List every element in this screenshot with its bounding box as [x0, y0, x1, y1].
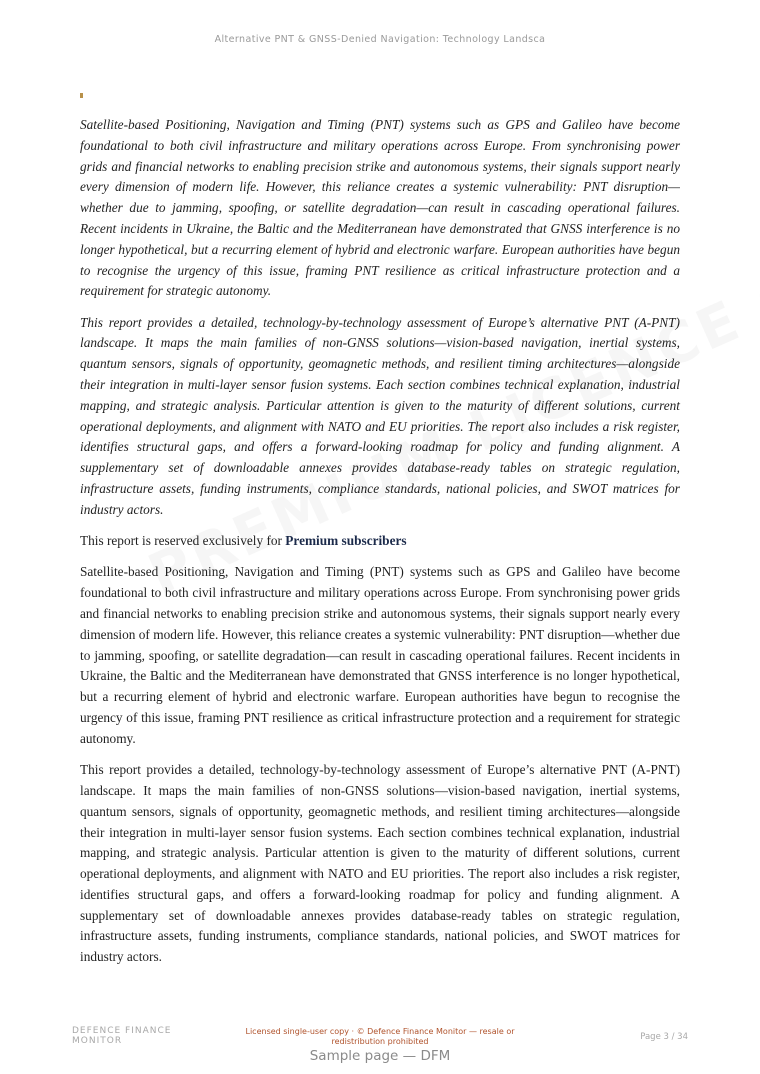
- page-number: Page 3 / 34: [640, 1032, 688, 1042]
- intro-paragraph-italic: Satellite-based Positioning, Navigation and Timing (PNT) systems such as GPS and Galileo have become foundational to both civil infrastructure and military operations across Europe. From synchronising power grids and financial networks to enabling precision strike and autonomous systems, their signals support nearly every dimension of modern life. However, this reliance creates a systemic vulnerability: PNT disruption—whether due to jamming, spoofing, or satellite degradation—can result in cascading operational failures. Recent incidents in Ukraine, the Baltic and the Mediterranean have demonstrated that GNSS interference is no longer hypothetical, but a recurring element of hybrid and electronic warfare. European authorities have begun to recognise the urgency of this issue, framing PNT resilience as critical infrastructure protection and a requirement for strategic autonomy.: [80, 117, 680, 299]
- running-header-title: Alternative PNT & GNSS-Denied Navigation: Technology Landsca: [214, 34, 546, 45]
- sample-page-tag: Sample page — DFM: [309, 1048, 451, 1064]
- scope-paragraph-italic: This report provides a detailed, technology-by-technology assessment of Europe’s alternative PNT (A-PNT) landscape. It maps the main families of non-GNSS solutions—vision-based navigation, inertial systems, quantum sensors, signals of opportunity, geomagnetic methods, and resilient timing architectures—alongside their integration in multi-layer sensor fusion systems. Each section combines technical explanation, industrial mapping, and strategic analysis. Particular attention is given to the maturity of different solutions, current operational deployments, and alignment with NATO and EU priorities. The report also includes a risk register, identifies structural gaps, and offers a forward-looking roadmap for policy and funding alignment. A supplementary set of downloadable annexes provides database-ready tables on strategic regulation, infrastructure assets, funding instruments, compliance standards, national policies, and SWOT matrices for industry actors.: [80, 314, 680, 517]
- report-body: [80, 115, 680, 979]
- license-notice: Licensed single-user copy · © Defence Finance Monitor — resale or redistribution prohibited: [245, 1027, 515, 1046]
- footer-brand: [72, 1027, 171, 1046]
- intro-paragraph: Satellite-based Positioning, Navigation and Timing (PNT) systems such as GPS and Galileo have become foundational to both civil infrastructure and military operations across Europe. From synchronising power grids and financial networks to enabling precision strike and autonomous systems, their signals support nearly every dimension of modern life. However, this reliance creates a systemic vulnerability: PNT disruption—whether due to jamming, spoofing, or satellite degradation—can result in cascading operational failures. Recent incidents in Ukraine, the Baltic and the Mediterranean have demonstrated that GNSS interference is no longer hypothetical, but a recurring element of hybrid and electronic warfare. European authorities have begun to recognise the urgency of this issue, framing PNT resilience as critical infrastructure protection and a requirement for strategic autonomy.: [80, 564, 680, 746]
- section-marker: [80, 93, 83, 98]
- scope-paragraph: This report provides a detailed, technology-by-technology assessment of Europe’s alternative PNT (A-PNT) landscape. It maps the main families of non-GNSS solutions—vision-based navigation, inertial systems, quantum sensors, signals of opportunity, geomagnetic methods, and resilient timing architectures—alongside their integration in multi-layer sensor fusion systems. Each section combines technical explanation, industrial mapping, and strategic analysis. Particular attention is given to the maturity of different solutions, current operational deployments, and alignment with NATO and EU priorities. The report also includes a risk register, identifies structural gaps, and offers a forward-looking roadmap for policy and funding alignment. A supplementary set of downloadable annexes provides database-ready tables on strategic regulation, infrastructure assets, funding instruments, compliance standards, national policies, and SWOT matrices for industry actors.: [80, 762, 680, 965]
- subscriber-note-text: This report is reserved exclusively for: [80, 533, 286, 549]
- footer-brand-line-2: MONITOR: [72, 1035, 123, 1046]
- subscriber-note: [80, 531, 680, 552]
- premium-subscribers-label: Premium subscribers: [285, 533, 407, 549]
- footer-brand-line-1: DEFENCE FINANCE: [72, 1026, 172, 1036]
